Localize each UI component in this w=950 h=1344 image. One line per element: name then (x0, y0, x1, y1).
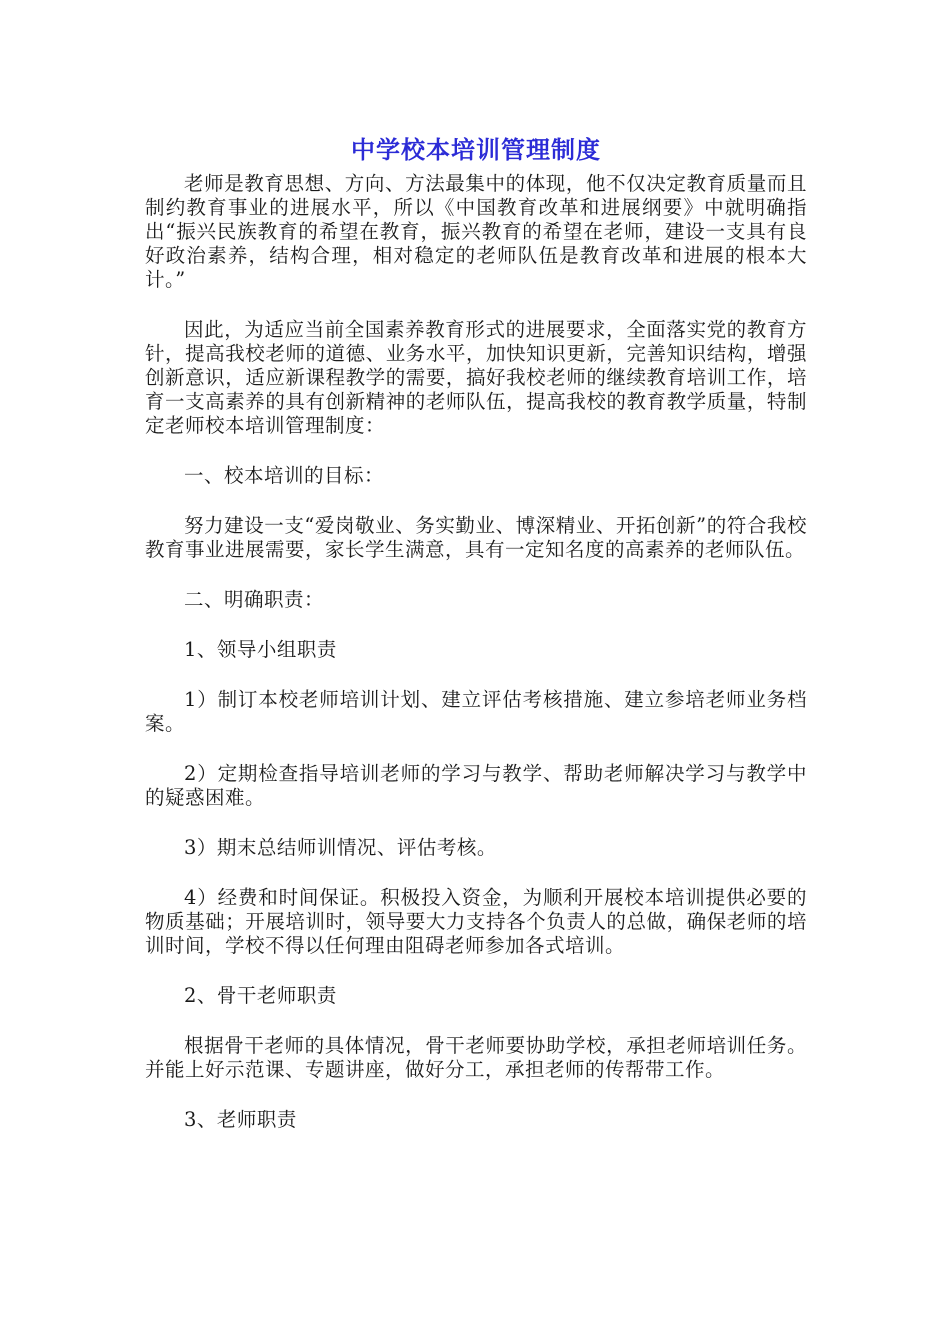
paragraph-intro: 老师是教育思想、方向、方法最集中的体现，他不仅决定教育质量而且制约教育事业的进展水平，所以《中国教育改革和进展纲要》中就明确指出“振兴民族教育的希望在教育，振兴教育的希望在老师，建设一支具有良好政治素养，结构合理，相对稳定的老师队伍是教育改革和进展的根本大计。” (145, 172, 807, 291)
subheading-teachers: 3、老师职责 (184, 1108, 297, 1131)
list-item: 1）制订本校老师培训计划、建立评估考核措施、建立参培老师业务档案。 (145, 688, 807, 735)
subheading-leadership: 1、领导小组职责 (184, 638, 337, 661)
list-item: 2）定期检查指导培训老师的学习与教学、帮助老师解决学习与教学中的疑惑困难。 (145, 762, 807, 809)
document-page (145, 130, 807, 1158)
section-heading-duties: 二、明确职责： (184, 588, 325, 611)
subheading-key-teachers: 2、骨干老师职责 (184, 984, 337, 1007)
paragraph-goals: 努力建设一支“爱岗敬业、务实勤业、博深精业、开拓创新”的符合我校教育事业进展需要，家长学生满意，具有一定知名度的高素养的老师队伍。 (145, 514, 807, 561)
section-heading-goals: 一、校本培训的目标： (184, 464, 385, 487)
paragraph-purpose: 因此，为适应当前全国素养教育形式的进展要求，全面落实党的教育方针，提高我校老师的道德、业务水平，加快知识更新，完善知识结构，增强创新意识，适应新课程教学的需要，搞好我校老师的继续教育培训工作，培育一支高素养的具有创新精神的老师队伍，提高我校的教育教学质量，特制定老师校本培训管理制度： (145, 318, 807, 437)
paragraph-key-teachers: 根据骨干老师的具体情况，骨干老师要协助学校，承担老师培训任务。并能上好示范课、专题讲座，做好分工，承担老师的传帮带工作。 (145, 1034, 807, 1081)
list-item: 4）经费和时间保证。积极投入资金，为顺利开展校本培训提供必要的物质基础；开展培训时，领导要大力支持各个负责人的总做，确保老师的培训时间，学校不得以任何理由阻碍老师参加各式培训。 (145, 886, 807, 957)
document-title: 中学校本培训管理制度 (351, 136, 601, 164)
list-item: 3）期末总结师训情况、评估考核。 (184, 836, 497, 859)
